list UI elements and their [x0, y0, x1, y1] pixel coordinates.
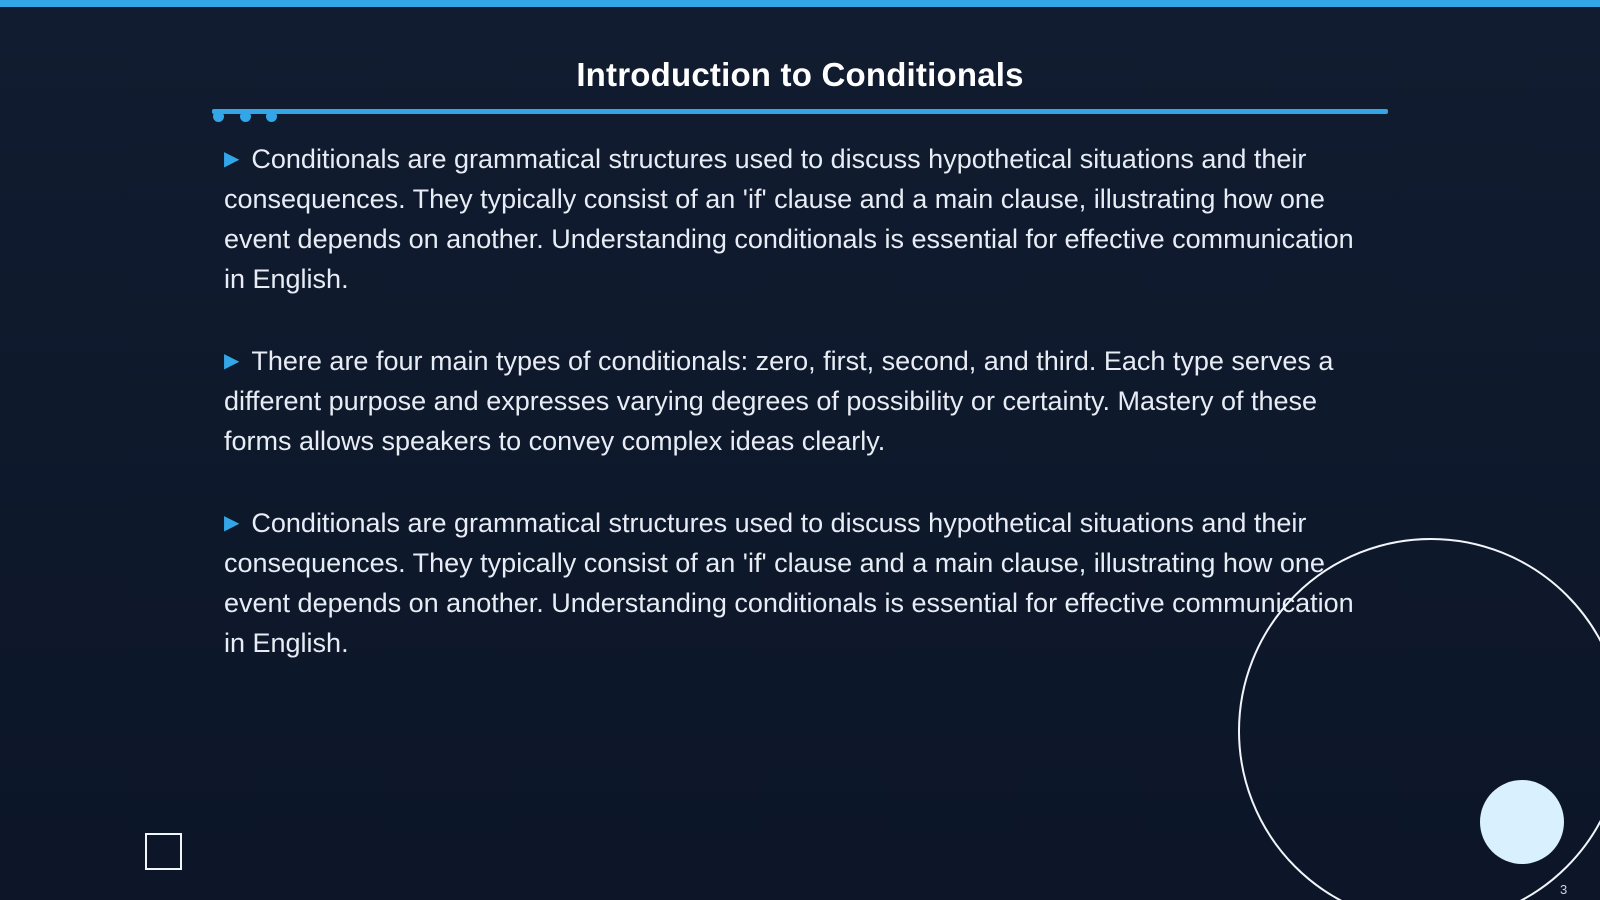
bullet-item	[224, 139, 1364, 299]
bullet-item	[224, 503, 1364, 663]
bullet-list	[224, 139, 1364, 705]
play-triangle-icon: ▶	[224, 512, 240, 534]
underline-dot	[240, 111, 251, 122]
slide-title: Introduction to Conditionals	[576, 56, 1024, 93]
play-triangle-icon: ▶	[224, 350, 240, 372]
bullet-item	[224, 341, 1364, 461]
page-number: 3	[1560, 882, 1568, 897]
bullet-text: There are four main types of conditionals: zero, first, second, and third. Each type serves a different purpose and expresses varying degrees of possibility or certainty. Mastery of these forms allows speakers to convey complex ideas clearly.	[224, 346, 1334, 456]
underline-dot	[266, 111, 277, 122]
bullet-text: Conditionals are grammatical structures used to discuss hypothetical situations and their consequences. They typically consist of an 'if' clause and a main clause, illustrating how one event depends on another. Understanding conditionals is essential for effective communication in English.	[224, 508, 1354, 658]
bullet-text: Conditionals are grammatical structures used to discuss hypothetical situations and their consequences. They typically consist of an 'if' clause and a main clause, illustrating how one event depends on another. Understanding conditionals is essential for effective communication in English.	[224, 144, 1354, 294]
decorative-square-outline	[145, 833, 182, 870]
decorative-filled-circle	[1480, 780, 1564, 864]
top-accent-bar	[0, 0, 1600, 7]
play-triangle-icon: ▶	[224, 148, 240, 170]
title-underline	[212, 109, 1388, 114]
underline-dot	[213, 111, 224, 122]
